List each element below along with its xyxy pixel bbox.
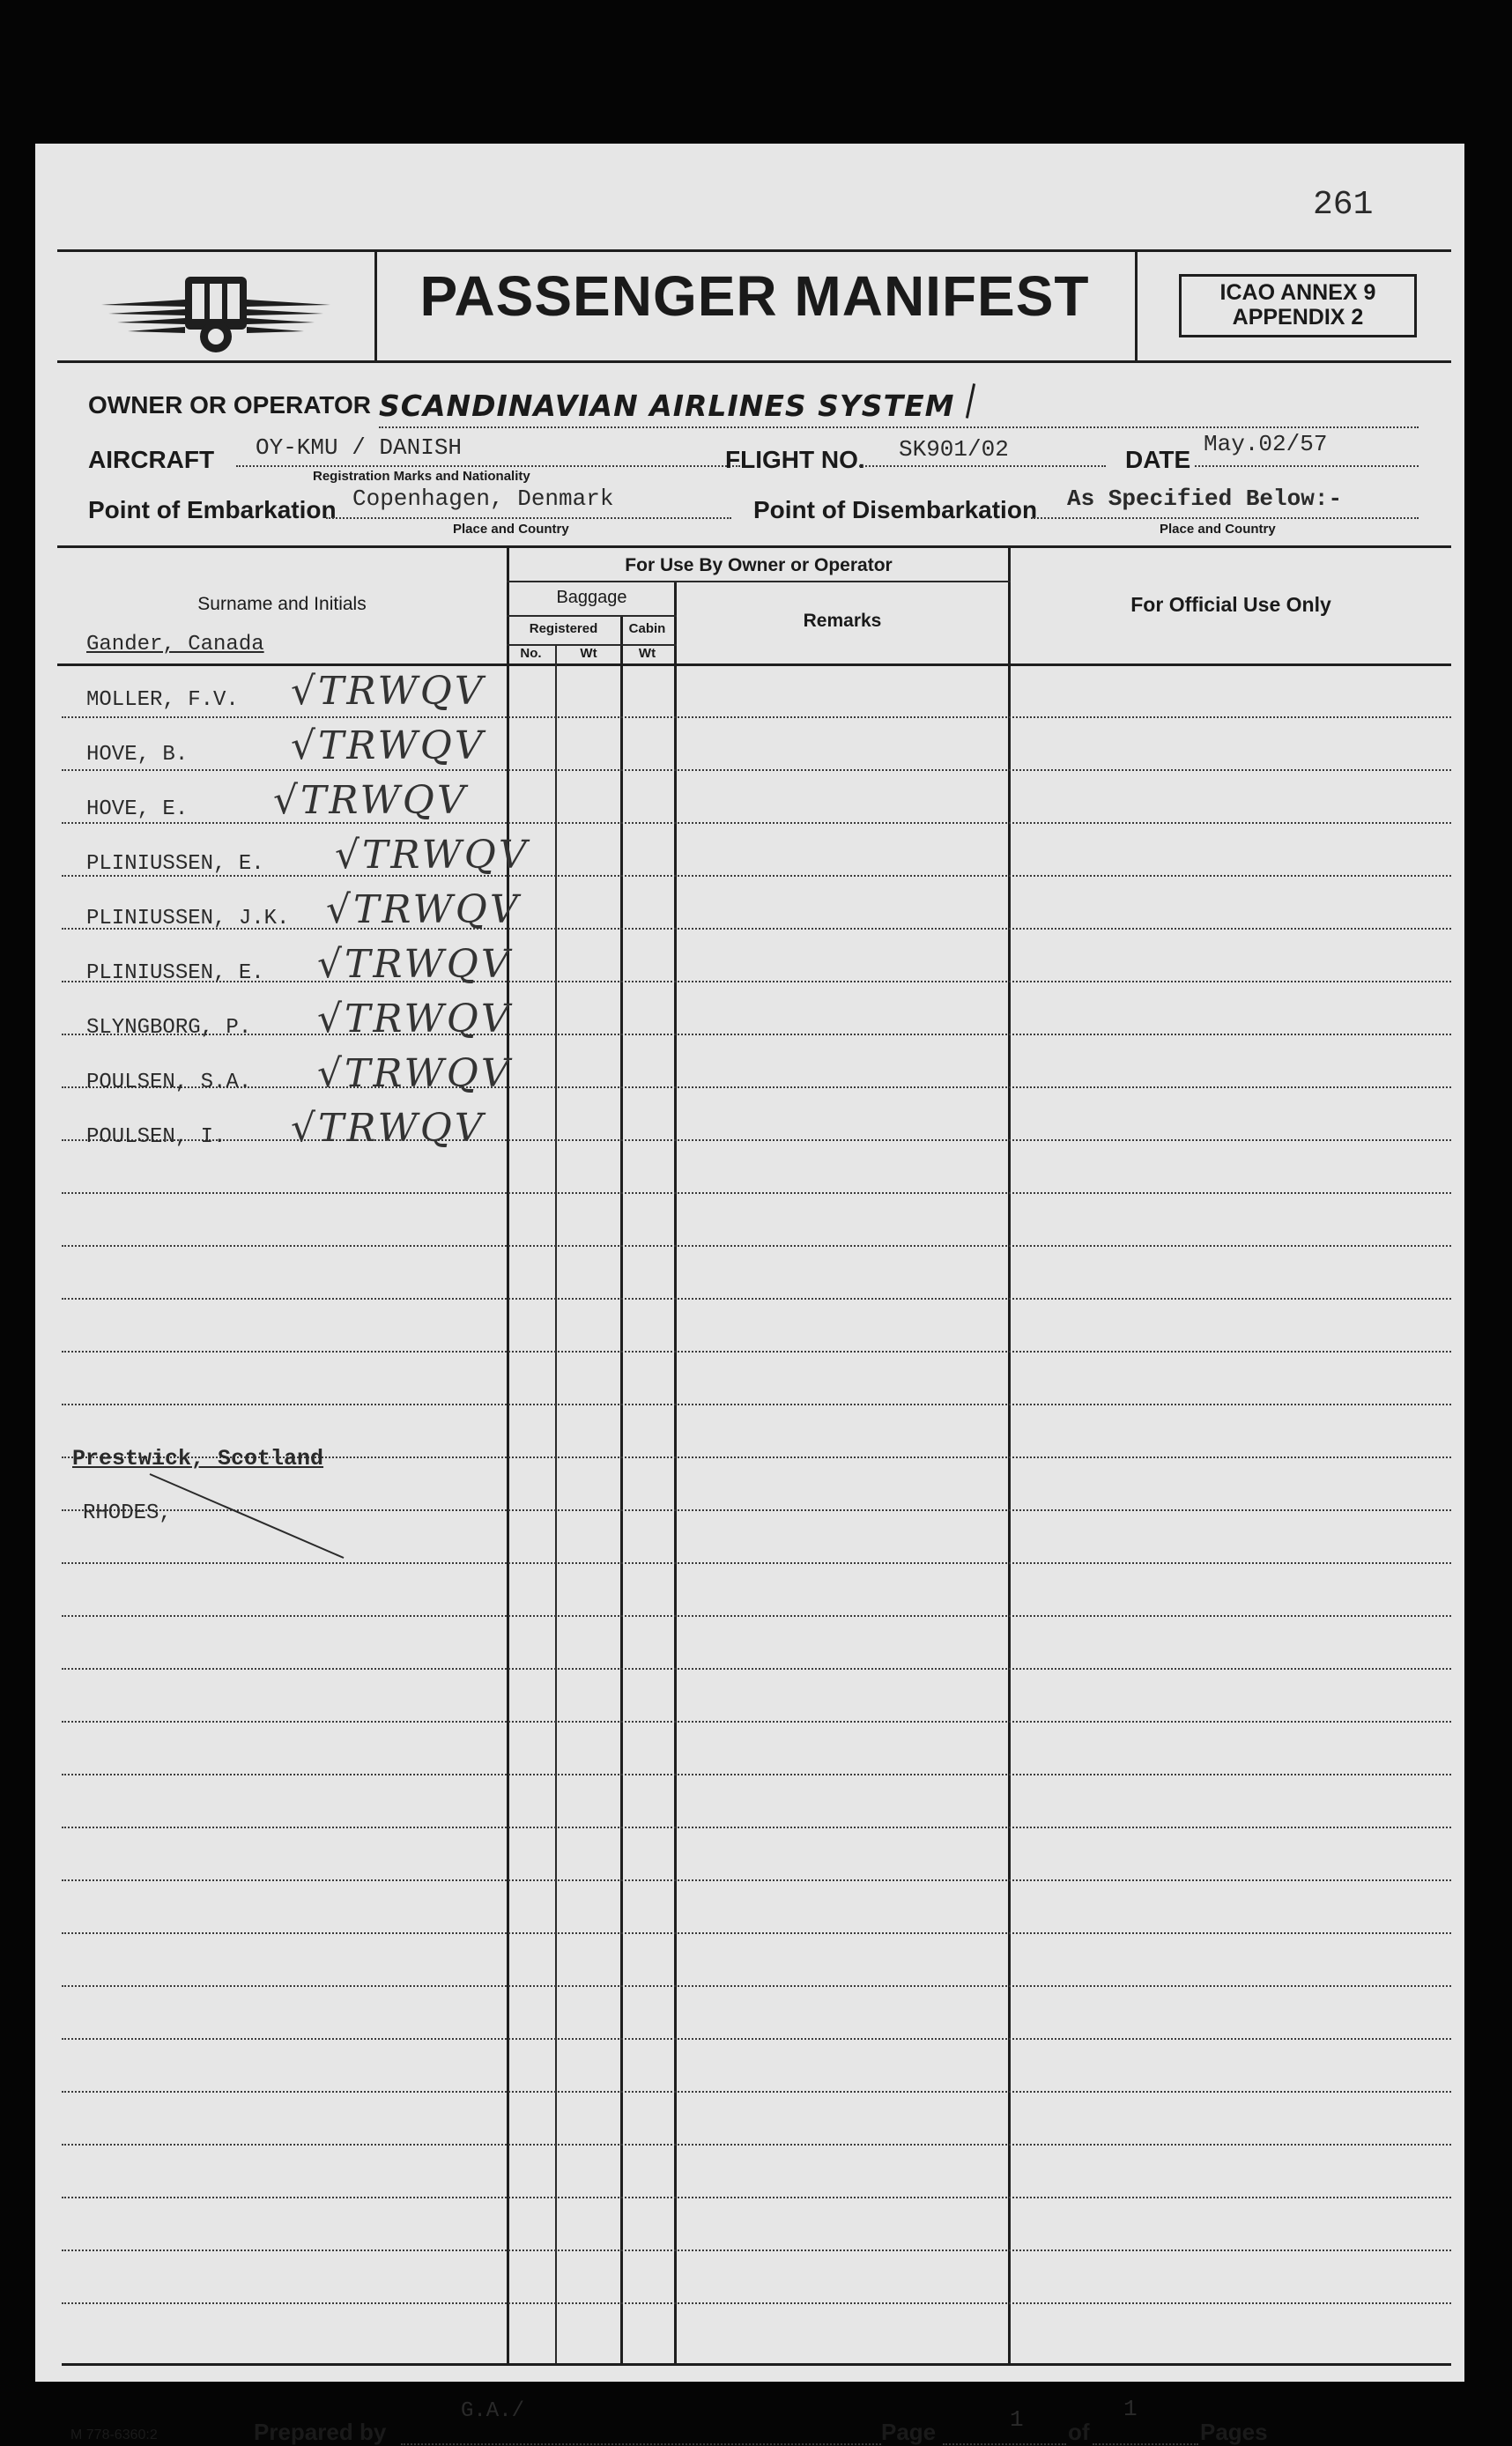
table-header-bottom-rule (57, 663, 1451, 666)
row-line (62, 981, 1451, 982)
of-value: 1 (1123, 2396, 1138, 2422)
aircraft-label: AIRCRAFT (88, 446, 215, 473)
row-line (62, 1721, 1451, 1723)
row-line (62, 1562, 1451, 1564)
table-top-rule (57, 545, 1451, 548)
section1-place: Gander, Canada (86, 633, 264, 656)
owner-slash (966, 383, 975, 419)
icao-line-1: ICAO ANNEX 9 (1219, 280, 1376, 305)
header-divider-right (1135, 249, 1138, 363)
col-divider-wt (620, 615, 623, 2363)
no-header: No. (520, 646, 542, 661)
checkmark-annotation: √TRWQV (273, 778, 468, 823)
embark-dotted-line (326, 517, 731, 519)
passenger-name: PLINIUSSEN, J.K. (86, 907, 290, 930)
baggage-header: Baggage (556, 588, 627, 607)
manifest-sheet (35, 144, 1464, 2445)
header-top-rule (57, 249, 1451, 252)
passenger-name: POULSEN, S.A. (86, 1071, 252, 1094)
baggage-rule (507, 615, 677, 617)
form-number: M 778-6360:2 (70, 2427, 158, 2442)
page-value: 1 (1010, 2406, 1024, 2433)
page-dotted-line (943, 2443, 1066, 2445)
surname-header: Surname and Initials (197, 594, 367, 614)
disembark-caption: Place and Country (1160, 522, 1276, 537)
pages-label: Pages (1200, 2419, 1268, 2445)
header-bottom-rule (57, 360, 1451, 363)
cabin-header: Cabin (628, 621, 666, 636)
icao-line-2: APPENDIX 2 (1232, 305, 1364, 330)
wt-header: Wt (580, 646, 597, 661)
section2-passenger: RHODES, (83, 1501, 172, 1525)
prepared-dotted-line (401, 2443, 881, 2445)
date-label: DATE (1125, 446, 1191, 473)
checkmark-annotation: √TRWQV (291, 723, 485, 768)
row-line (62, 2302, 1451, 2304)
aircraft-caption: Registration Marks and Nationality (313, 469, 530, 484)
row-line (62, 1139, 1451, 1141)
official-use-header: For Official Use Only (1130, 593, 1331, 616)
flight-label: FLIGHT NO. (725, 446, 865, 473)
row-line (62, 1086, 1451, 1088)
row-line (62, 1351, 1451, 1353)
owner-use-rule (507, 581, 1011, 582)
owner-use-header: For Use By Owner or Operator (625, 555, 893, 575)
prepared-label: Prepared by (254, 2419, 387, 2445)
row-line (62, 2091, 1451, 2093)
disembark-dotted-line (1031, 517, 1419, 519)
row-line (62, 1668, 1451, 1670)
checkmark-annotation: √TRWQV (317, 997, 512, 1041)
row-line (62, 1774, 1451, 1775)
passenger-name: MOLLER, F.V. (86, 688, 239, 712)
owner-label: OWNER OR OPERATOR (88, 391, 371, 419)
row-line (62, 1245, 1451, 1247)
checkmark-annotation: √TRWQV (317, 942, 512, 987)
row-line (62, 1404, 1451, 1405)
row-line (62, 875, 1451, 877)
col-divider-no (555, 644, 557, 2363)
form-title: PASSENGER MANIFEST (419, 264, 1090, 328)
row-line (62, 1192, 1451, 1194)
checkmark-annotation: √TRWQV (291, 1106, 485, 1151)
row-line (62, 2038, 1451, 2040)
row-line (62, 1827, 1451, 1828)
of-dotted-line (1093, 2443, 1198, 2445)
footer-rule (62, 2363, 1451, 2366)
registered-header: Registered (529, 621, 598, 636)
prepared-value: G.A./ (461, 2399, 525, 2423)
cabin-wt-header: Wt (638, 646, 656, 661)
date-value: May.02/57 (1204, 431, 1328, 457)
row-line (62, 1034, 1451, 1035)
row-line (62, 2197, 1451, 2198)
section2-place: Prestwick, Scotland (72, 1446, 324, 1471)
checkmark-annotation: √TRWQV (326, 887, 521, 932)
flight-value: SK901/02 (899, 436, 1009, 463)
aircraft-dotted-line (236, 465, 740, 467)
row-line (62, 1985, 1451, 1987)
embark-value: Copenhagen, Denmark (352, 485, 614, 512)
passenger-name: HOVE, B. (86, 743, 189, 767)
owner-value: SCANDINAVIAN AIRLINES SYSTEM (379, 389, 955, 423)
col-divider-cabin (674, 581, 677, 2363)
row-line (62, 1932, 1451, 1934)
airline-wings-logo (101, 261, 330, 356)
embark-label: Point of Embarkation (88, 496, 337, 523)
row-line (62, 2250, 1451, 2251)
date-dotted-line (1195, 465, 1419, 467)
row-line (62, 716, 1451, 718)
disembark-label: Point of Disembarkation (753, 496, 1038, 523)
row-line (62, 1298, 1451, 1300)
row-line (62, 2144, 1451, 2146)
passenger-name: PLINIUSSEN, E. (86, 852, 264, 876)
page-label: Page (881, 2419, 937, 2445)
row-line (62, 1615, 1451, 1617)
page-number: 261 (1313, 186, 1374, 224)
row-line (62, 769, 1451, 771)
passenger-name: PLINIUSSEN, E. (86, 961, 264, 985)
owner-dotted-line (379, 426, 1419, 428)
passenger-name: HOVE, E. (86, 797, 189, 821)
remarks-header: Remarks (803, 611, 882, 631)
aircraft-value: OY-KMU / DANISH (256, 434, 463, 461)
checkmark-annotation: √TRWQV (317, 1051, 512, 1096)
of-label: of (1068, 2419, 1090, 2445)
checkmark-annotation: √TRWQV (335, 833, 530, 878)
strike-through-line (141, 1465, 352, 1562)
row-line (62, 1879, 1451, 1881)
flight-dotted-line (859, 465, 1106, 467)
embark-caption: Place and Country (453, 522, 569, 537)
disembark-value: As Specified Below:- (1067, 485, 1343, 512)
icao-box (1179, 274, 1417, 337)
passenger-name: SLYNGBORG, P. (86, 1016, 252, 1040)
checkmark-annotation: √TRWQV (291, 669, 485, 714)
passenger-name: POULSEN, I. (86, 1125, 226, 1149)
row-line (62, 822, 1451, 824)
